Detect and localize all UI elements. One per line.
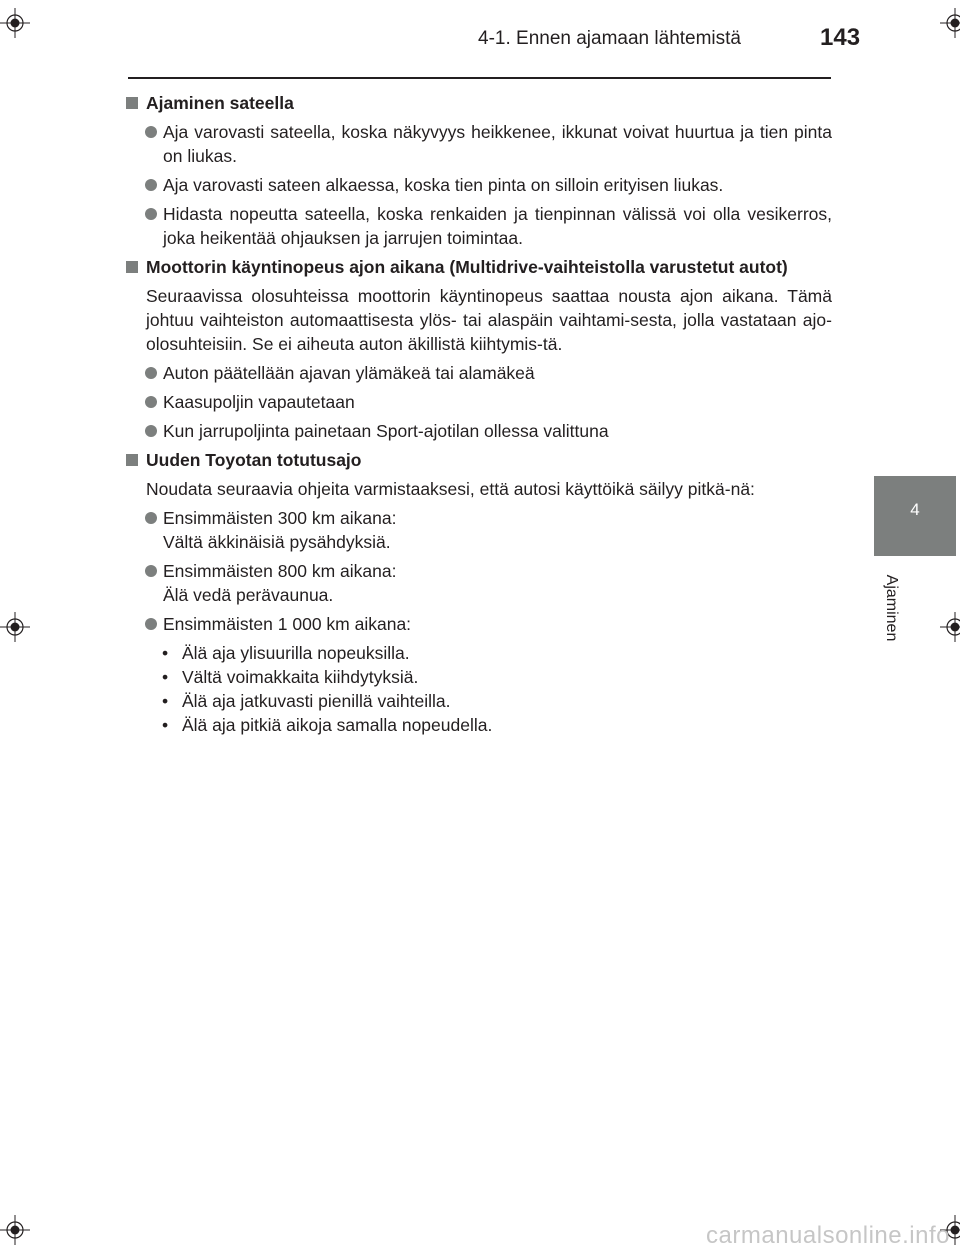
page-number: 143 (820, 24, 861, 51)
list-item-text: Kaasupoljin vapautetaan (163, 392, 355, 412)
sub-bullet-icon: • (162, 667, 169, 687)
sub-list-item-text: Älä aja ylisuurilla nopeuksilla. (182, 643, 410, 663)
list-item-subtext: Vältä äkkinäisiä pysähdyksiä. (163, 532, 391, 552)
section-heading (124, 255, 832, 279)
circle-bullet-icon (145, 512, 157, 524)
circle-bullet-icon (145, 618, 157, 630)
body-paragraph: Seuraavissa olosuhteissa moottorin käyntinopeus saattaa nousta ajon aikana. Tämä johtuu vaihteiston automaattisesta ylös- tai alaspäin vaihtami-sesta, jolla vastataan ajo-olosuhteisiin. Se ei aiheuta auton äkillistä kiihtymis-tä. (146, 286, 832, 354)
list-item-subtext: Älä vedä perävaunua. (163, 585, 334, 605)
sub-list-item (124, 689, 832, 713)
list-item-text: Aja varovasti sateen alkaessa, koska tien pinta on silloin erityisen liukas. (163, 175, 724, 195)
list-item (124, 120, 832, 168)
sub-bullet-icon: • (162, 691, 169, 711)
circle-bullet-icon (145, 396, 157, 408)
section-heading-text: Moottorin käyntinopeus ajon aikana (Multidrive-vaihteistolla varustetut autot) (146, 257, 788, 277)
sub-list-item-text: Älä aja jatkuvasti pienillä vaihteilla. (182, 691, 451, 711)
list-item (124, 173, 832, 197)
section-heading-text: Uuden Toyotan totutusajo (146, 450, 362, 470)
square-bullet-icon (126, 454, 138, 466)
registration-mark-icon (940, 612, 960, 642)
running-header-title: 4-1. Ennen ajamaan lähtemistä (478, 28, 741, 49)
square-bullet-icon (126, 261, 138, 273)
list-item (124, 612, 832, 636)
list-item-text: Auton päätellään ajavan ylämäkeä tai alamäkeä (163, 363, 535, 383)
list-item-text: Hidasta nopeutta sateella, koska renkaiden ja tienpinnan välissä voi olla vesikerros, joka heikentää ohjauksen ja jarrujen toimintaa. (163, 204, 832, 248)
circle-bullet-icon (145, 126, 157, 138)
list-item-text: Ensimmäisten 1 000 km aikana: (163, 614, 412, 634)
list-item (124, 419, 832, 443)
section-heading (124, 91, 832, 115)
chapter-label-text: Ajaminen (883, 574, 900, 642)
sub-list-item-text: Älä aja pitkiä aikoja samalla nopeudella. (182, 715, 493, 735)
circle-bullet-icon (145, 208, 157, 220)
square-bullet-icon (126, 97, 138, 109)
registration-mark-icon (940, 8, 960, 38)
sub-bullet-icon: • (162, 643, 169, 663)
circle-bullet-icon (145, 179, 157, 191)
list-item-text: Kun jarrupoljinta painetaan Sport-ajotilan ollessa valittuna (163, 421, 609, 441)
body-paragraph: Noudata seuraavia ohjeita varmistaaksesi, että autosi käyttöikä säilyy pitkä-nä: (146, 479, 755, 499)
circle-bullet-icon (145, 425, 157, 437)
list-item (124, 390, 832, 414)
sub-list-item (124, 665, 832, 689)
section-heading (124, 448, 832, 472)
header-rule (128, 77, 831, 79)
list-item (124, 506, 832, 554)
sub-list-item (124, 713, 832, 737)
list-item-text: Ensimmäisten 800 km aikana: (163, 561, 397, 581)
registration-mark-icon (0, 612, 30, 642)
sub-list-item (124, 641, 832, 665)
sub-bullet-icon: • (162, 715, 169, 735)
list-item-text: Ensimmäisten 300 km aikana: (163, 508, 397, 528)
list-item (124, 202, 832, 250)
circle-bullet-icon (145, 565, 157, 577)
page-content (124, 91, 832, 737)
chapter-label (880, 563, 902, 653)
list-item (124, 361, 832, 385)
circle-bullet-icon (145, 367, 157, 379)
chapter-number: 4 (910, 500, 920, 519)
registration-mark-icon (0, 8, 30, 38)
sub-list-item-text: Vältä voimakkaita kiihdytyksiä. (182, 667, 419, 687)
list-item-text: Aja varovasti sateella, koska näkyvyys heikkenee, ikkunat voivat huurtua ja tien pinta on liukas. (163, 122, 832, 166)
registration-mark-icon (0, 1215, 30, 1245)
list-item (124, 559, 832, 607)
watermark: carmanualsonline.info (706, 1222, 950, 1249)
chapter-tab[interactable] (874, 476, 956, 556)
section-heading-text: Ajaminen sateella (146, 93, 294, 113)
